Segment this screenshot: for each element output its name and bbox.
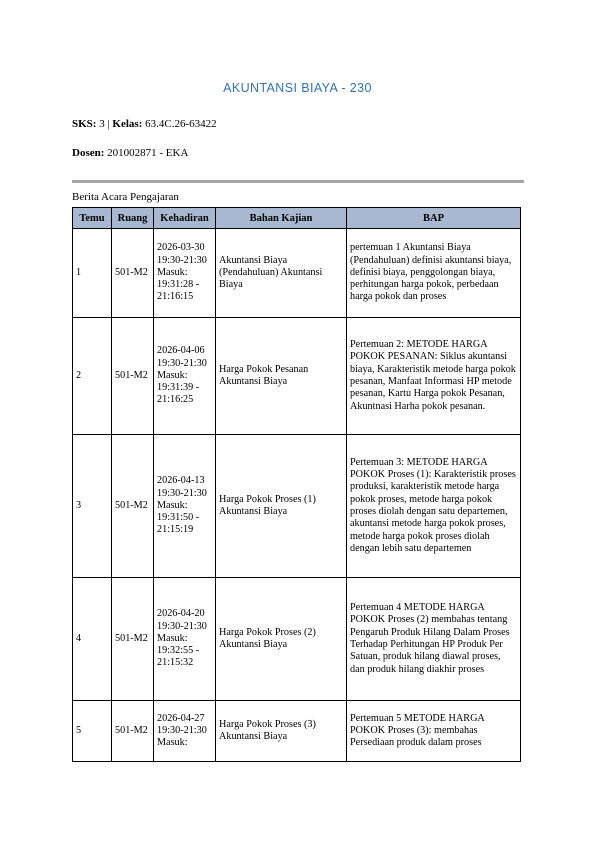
cell-temu: 4 (73, 578, 112, 701)
sks-label: SKS: (72, 118, 97, 130)
header-ruang: Ruang (112, 208, 154, 229)
header-bahan-kajian: Bahan Kajian (216, 208, 347, 229)
section-title: Berita Acara Pengajaran (72, 191, 179, 203)
kelas-value: 63.4C.26-63422 (145, 118, 217, 130)
cell-bahan-kajian: Harga Pokok Pesanan Akuntansi Biaya (216, 318, 347, 435)
cell-bap: Pertemuan 4 METODE HARGA POKOK Proses (2) membahas tentang Pengaruh Produk Hilang Dalam Proses Terhadap Perhitungan HP Produk Per Satuan, produk hilang diawal proses, dan produk hilang diakhir proses (347, 578, 521, 701)
cell-ruang: 501-M2 (112, 318, 154, 435)
table-row (73, 318, 521, 435)
table-row (73, 229, 521, 318)
course-info-line (72, 118, 217, 130)
table-row (73, 701, 521, 762)
cell-kehadiran: 2026-03-30 19:30-21:30 Masuk: 19:31:28 - 21:16:15 (154, 229, 216, 318)
dosen-value: 201002871 - EKA (107, 147, 189, 159)
cell-kehadiran: 2026-04-20 19:30-21:30 Masuk: 19:32:55 - 21:15:32 (154, 578, 216, 701)
cell-bap: Pertemuan 3: METODE HARGA POKOK Proses (1): Karakteristik proses produksi, karakteristik metode harga pokok proses, metode harga pokok proses diolah dengan satu departemen, akuntansi metode harga pokok proses, metode harga pokok proses diolah dengan lebih satu departemen (347, 435, 521, 578)
table-row (73, 578, 521, 701)
table-row (73, 435, 521, 578)
course-title: AKUNTANSI BIAYA - 230 (223, 81, 372, 95)
horizontal-divider (72, 180, 524, 183)
cell-bahan-kajian: Harga Pokok Proses (1) Akuntansi Biaya (216, 435, 347, 578)
kelas-label: Kelas: (112, 118, 143, 130)
header-bap: BAP (347, 208, 521, 229)
sks-value: 3 (99, 118, 105, 130)
cell-ruang: 501-M2 (112, 701, 154, 762)
table-header-row (73, 208, 521, 229)
cell-temu: 1 (73, 229, 112, 318)
cell-kehadiran: 2026-04-27 19:30-21:30 Masuk: (154, 701, 216, 762)
cell-bap: Pertemuan 5 METODE HARGA POKOK Proses (3): membahas Persediaan produk dalam proses (347, 701, 521, 762)
cell-ruang: 501-M2 (112, 229, 154, 318)
cell-bap: Pertemuan 2: METODE HARGA POKOK PESANAN: Siklus akuntansi biaya, Karakteristik metode harga pokok pesanan, Manfaat Informasi HP metode pesanan, Kartu Harga pokok Pesanan, Akuntnasi Harha pokok pesanan. (347, 318, 521, 435)
dosen-label: Dosen: (72, 147, 105, 159)
cell-bahan-kajian: Akuntansi Biaya (Pendahuluan) Akuntansi Biaya (216, 229, 347, 318)
cell-kehadiran: 2026-04-06 19:30-21:30 Masuk: 19:31:39 - 21:16:25 (154, 318, 216, 435)
header-kehadiran: Kehadiran (154, 208, 216, 229)
cell-kehadiran: 2026-04-13 19:30-21:30 Masuk: 19:31:50 - 21:15:19 (154, 435, 216, 578)
lecturer-line (72, 147, 188, 159)
bap-table (72, 207, 521, 762)
info-separator: | (107, 118, 110, 130)
cell-bap: pertemuan 1 Akuntansi Biaya (Pendahuluan) definisi akuntansi biaya, definisi biaya, penggolongan biaya, perhitungan harga pokok, perbedaan harga pokok dan proses (347, 229, 521, 318)
cell-ruang: 501-M2 (112, 578, 154, 701)
cell-ruang: 501-M2 (112, 435, 154, 578)
cell-bahan-kajian: Harga Pokok Proses (2) Akuntansi Biaya (216, 578, 347, 701)
cell-temu: 5 (73, 701, 112, 762)
cell-bahan-kajian: Harga Pokok Proses (3) Akuntansi Biaya (216, 701, 347, 762)
cell-temu: 3 (73, 435, 112, 578)
cell-temu: 2 (73, 318, 112, 435)
header-temu: Temu (73, 208, 112, 229)
